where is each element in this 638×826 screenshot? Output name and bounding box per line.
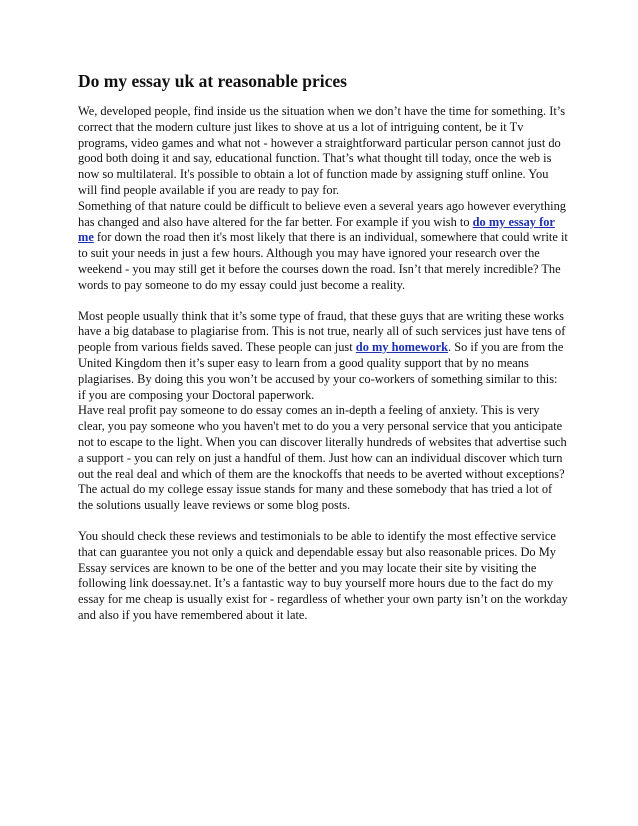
document-title: Do my essay uk at reasonable prices — [78, 71, 347, 91]
do-my-homework-link[interactable]: do my homework — [355, 340, 449, 355]
paragraph-3-text-start: Most people usually think that it’s some type of fraud, that these guys that are writing these works have a big database to plagiarise from. This is not true, nearly all of such services just have tens of people from various fields saved. These people can just — [78, 308, 566, 355]
paragraph-spacer — [78, 514, 568, 529]
paragraph-4: Have real profit pay someone to do essay comes an in-depth a feeling of anxiety. This is very clear, you pay someone who you haven't met to do you a very personal service that you anticipate not to escape to the light. When you can discover literally hundreds of websites that advertise such a support - you can rely on just a handful of them. Just how can an individual discover which turn out the real deal and which of them are the knockoffs that needs to be averted without exceptions? The actual do my college essay issue stands for many and these somebody that has tried a lot of the solutions usually leave reviews or some blog posts. — [78, 403, 567, 513]
document-page — [78, 70, 568, 624]
paragraph-spacer — [78, 294, 568, 309]
paragraph-2-text-start: Something of that nature could be difficult to believe even a several years ago however everything has changed and also have altered for the far better. For example if you wish to — [78, 198, 566, 229]
paragraph-3-text-end: . So if you are from the United Kingdom then it’s super easy to learn from a good quality support that by no means plagiarises. By doing this you won’t be accused by your co-workers of something similar to this: if you are composing your Doctoral paperwork. — [78, 340, 564, 402]
paragraph-1: We, developed people, find inside us the situation when we don’t have the time for something. It’s correct that the modern culture just likes to shove at us a lot of intriguing content, be it Tv programs, video games and what not - however a straightforward particular person cannot just do good both doing it and say, educational function. That’s what thought till today, once the web is now so multilateral. It's possible to obtain a lot of function made by assigning stuff online. You will find people available if you are ready to pay for. — [78, 104, 566, 197]
paragraph-2-text-end: for down the road then it's most likely that there is an individual, somewhere that could write it to suit your needs in just a few hours. Although you may have ignored your research over the weekend - you may still get it before the courses down the road. Isn’t that merely incredible? The words to pay someone to do my essay could just become a reality. — [78, 230, 568, 292]
do-my-essay-link[interactable]: do my essay for me — [78, 214, 555, 245]
paragraph-3 — [78, 309, 568, 404]
paragraph-5: You should check these reviews and testimonials to be able to identify the most effective service that can guarantee you not only a quick and dependable essay but also reasonable prices. Do My Essay services are known to be one of the better and you may locate their site by visiting the following link doessay.net. It’s a fantastic way to buy yourself more hours due to the fact do my essay for me cheap is usually exist for - regardless of whether your own party isn’t on the workday and also if you have remembered about it late. — [78, 528, 568, 622]
paragraph-2 — [78, 199, 568, 294]
